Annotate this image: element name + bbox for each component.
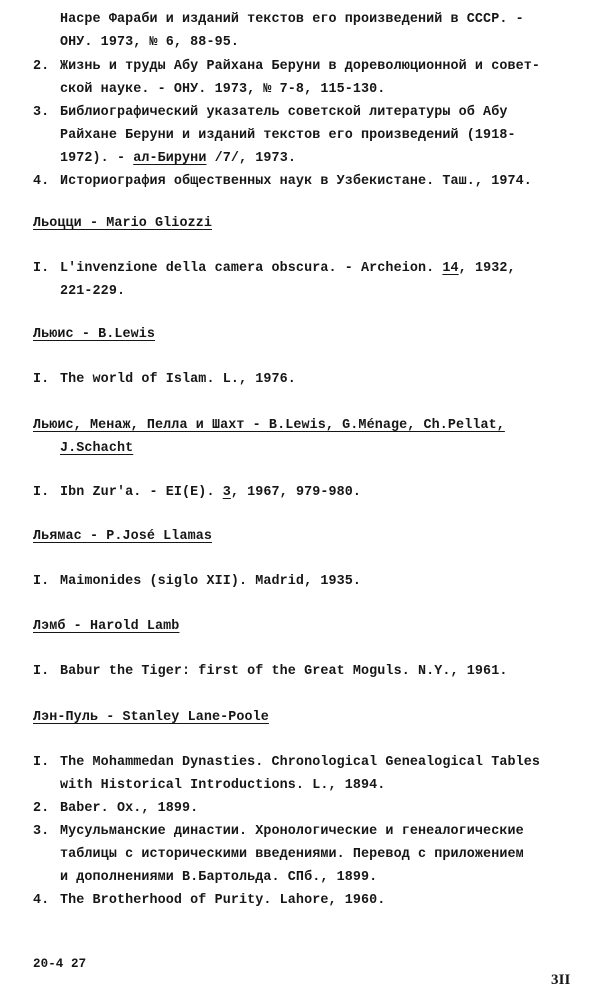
entry-text: L'invenzione della camera obscura. - Archeion. (60, 261, 443, 276)
entry-line: The world of Islam. L., 1976. (60, 372, 296, 387)
entry-number: 3. (33, 105, 50, 120)
entry-line: Maimonides (siglo XII). Madrid, 1935. (60, 574, 362, 589)
entry-number: I. (33, 261, 50, 276)
entry-number: 2. (33, 59, 50, 74)
entry-line: Baber. Ox., 1899. (60, 801, 199, 816)
entry-line: Райхане Беруни и изданий текстов его произведений (1918- (60, 128, 516, 143)
entry-number: I. (33, 485, 50, 500)
entry-line (60, 259, 516, 278)
entry-line: Библиографический указатель советской литературы об Абу (60, 105, 508, 120)
author-heading: Льоцци - Mario Gliozzi (33, 216, 212, 231)
entry-number: 2. (33, 801, 50, 816)
entry-line: Насре Фараби и изданий текстов его произведений в СССР. - (60, 12, 524, 27)
entry-line: 221-229. (60, 284, 126, 299)
entry-line: The Brotherhood of Purity. Lahore, 1960. (60, 893, 386, 908)
author-heading: Лэмб - Harold Lamb (33, 619, 180, 634)
entry-line: with Historical Introductions. L., 1894. (60, 778, 386, 793)
entry-text: Ibn Zur'a. - EI(E). (60, 485, 223, 500)
volume-number: 3 (222, 485, 231, 500)
entry-number: I. (33, 372, 50, 387)
entry-text: 1972). - (60, 151, 134, 166)
entry-line: ОНУ. 1973, № 6, 88-95. (60, 35, 239, 50)
entry-number: I. (33, 664, 50, 679)
author-heading: J.Schacht (60, 441, 134, 456)
entry-line: The Mohammedan Dynasties. Chronological Genealogical Tables (60, 755, 541, 770)
entry-line (60, 149, 296, 168)
volume-number: 14 (442, 261, 459, 276)
entry-line: и дополнениями В.Бартольда. СПб., 1899. (60, 870, 378, 885)
entry-number: I. (33, 755, 50, 770)
entry-number: I. (33, 574, 50, 589)
author-heading: Льюис, Менаж, Пелла и Шахт - B.Lewis, G.Ménage, Ch.Pellat, (33, 418, 505, 433)
entry-number: 4. (33, 893, 50, 908)
underlined-title: ал-Бируни (133, 151, 207, 166)
entry-line: Мусульманские династии. Хронологические и генеалогические (60, 824, 524, 839)
entry-line: таблицы с историческими введениями. Перевод с приложением (60, 847, 524, 862)
entry-number: 3. (33, 824, 50, 839)
entry-line: Babur the Tiger: first of the Great Moguls. N.Y., 1961. (60, 664, 508, 679)
entry-line: ской науке. - ОНУ. 1973, № 7-8, 115-130. (60, 82, 386, 97)
author-heading: Льямас - P.José Llamas (33, 529, 212, 544)
page-number: 3II (551, 972, 571, 988)
author-heading: Льюис - B.Lewis (33, 327, 156, 342)
entry-line (60, 483, 361, 502)
entry-line: Историография общественных наук в Узбекистане. Таш., 1974. (60, 174, 532, 189)
entry-text: /7/, 1973. (206, 151, 296, 166)
print-code: 20-4 27 (33, 957, 87, 971)
entry-text: , 1967, 979-980. (230, 485, 362, 500)
entry-number: 4. (33, 174, 50, 189)
author-heading: Лэн-Пуль - Stanley Lane-Poole (33, 710, 269, 725)
entry-text: , 1932, (458, 261, 516, 276)
entry-line: Жизнь и труды Абу Райхана Беруни в дореволюционной и совет- (60, 59, 541, 74)
